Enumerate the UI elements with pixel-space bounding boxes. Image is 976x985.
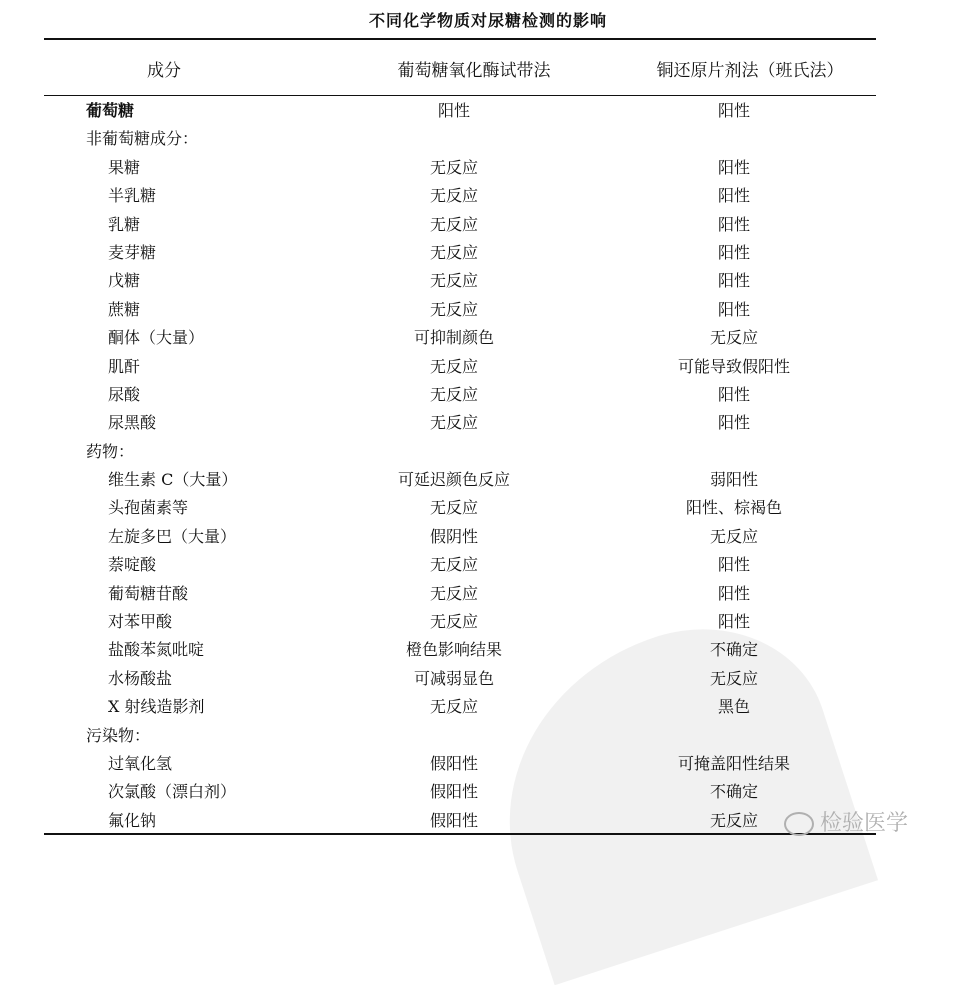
table-row [44,239,876,267]
table-body [44,97,876,835]
table-row [44,182,876,210]
cell-glucose-oxidase: 可抑制颜色 [413,328,494,348]
cell-component: 萘啶酸 [108,555,157,575]
cell-copper-reduction: 弱阳性 [709,470,758,490]
cell-component: 水杨酸盐 [108,668,173,688]
cell-copper-reduction: 无反应 [709,668,758,688]
cell-component: 药物： [86,441,135,461]
cell-component: 氟化钠 [108,810,157,830]
cell-component: X 射线造影剂 [108,697,205,717]
cell-glucose-oxidase: 无反应 [429,697,478,717]
watermark [784,806,908,837]
cell-component: 尿黑酸 [108,413,157,433]
cell-glucose-oxidase: 假阳性 [429,782,478,802]
table-row [44,97,876,125]
cell-component: 次氯酸（漂白剂） [108,782,237,802]
cell-copper-reduction: 无反应 [709,810,758,830]
cell-glucose-oxidase: 无反应 [429,555,478,575]
cell-copper-reduction: 阳性 [717,242,750,262]
cell-component: 戊糖 [108,271,141,291]
cell-component: 葡萄糖苷酸 [108,583,189,603]
cell-copper-reduction: 可能导致假阳性 [677,356,790,376]
section-row [44,438,876,466]
cell-glucose-oxidase: 无反应 [429,356,478,376]
table-row [44,267,876,295]
cell-copper-reduction: 阳性、棕褐色 [685,498,782,518]
cell-copper-reduction: 可掩盖阳性结果 [677,753,790,773]
table-row [44,665,876,693]
cell-glucose-oxidase: 无反应 [429,214,478,234]
cell-glucose-oxidase: 无反应 [429,413,478,433]
cell-copper-reduction: 阳性 [717,413,750,433]
cell-glucose-oxidase: 无反应 [429,612,478,632]
cell-glucose-oxidase: 无反应 [429,384,478,404]
cell-glucose-oxidase: 阳性 [437,101,470,120]
cell-copper-reduction: 阳性 [717,157,750,177]
cell-glucose-oxidase: 可减弱显色 [413,668,494,688]
cell-glucose-oxidase: 无反应 [429,186,478,206]
table-row [44,693,876,721]
cell-copper-reduction: 阳性 [717,299,750,319]
wechat-icon [784,812,814,836]
cell-component: 麦芽糖 [108,242,157,262]
watermark-text: 检验医学 [820,811,909,836]
cell-glucose-oxidase: 假阴性 [429,526,478,546]
table-row [44,353,876,381]
cell-copper-reduction: 无反应 [709,526,758,546]
cell-component: 头孢菌素等 [108,498,189,518]
table-row [44,381,876,409]
table-row [44,211,876,239]
cell-glucose-oxidase: 无反应 [429,242,478,262]
cell-glucose-oxidase: 无反应 [429,271,478,291]
cell-component: 维生素 C（大量） [108,470,238,490]
header-component: 成分 [147,61,181,81]
header-rule [44,95,876,96]
table-row [44,494,876,522]
cell-component: 果糖 [108,157,141,177]
cell-copper-reduction: 不确定 [709,640,758,660]
table-row [44,324,876,352]
cell-glucose-oxidase: 无反应 [429,157,478,177]
table-row [44,296,876,324]
cell-copper-reduction: 无反应 [709,328,758,348]
table-row [44,807,876,835]
cell-copper-reduction: 阳性 [717,214,750,234]
cell-component: 过氧化氢 [108,753,173,773]
cell-copper-reduction: 阳性 [717,555,750,575]
table-row [44,523,876,551]
cell-copper-reduction: 阳性 [717,186,750,206]
cell-glucose-oxidase: 无反应 [429,498,478,518]
cell-glucose-oxidase: 无反应 [429,583,478,603]
cell-component: 对苯甲酸 [108,612,173,632]
cell-copper-reduction: 不确定 [709,782,758,802]
cell-glucose-oxidase: 无反应 [429,299,478,319]
cell-glucose-oxidase: 可延迟颜色反应 [397,470,510,490]
top-rule [44,38,876,40]
cell-component: 乳糖 [108,214,141,234]
cell-copper-reduction: 阳性 [717,271,750,291]
cell-glucose-oxidase: 橙色影响结果 [405,640,502,660]
cell-component: 污染物： [86,725,151,745]
cell-copper-reduction: 阳性 [717,612,750,632]
table-row [44,466,876,494]
cell-glucose-oxidase: 假阳性 [429,810,478,830]
cell-component: 蔗糖 [108,299,141,319]
cell-copper-reduction: 阳性 [717,101,750,120]
cell-component: 盐酸苯氮吡啶 [108,640,205,660]
header-glucose-oxidase: 葡萄糖氧化酶试带法 [397,61,551,81]
section-row [44,125,876,153]
table-header [44,56,876,80]
table-row [44,580,876,608]
cell-component: 酮体（大量） [108,328,205,348]
table-row [44,551,876,579]
cell-component: 肌酐 [108,356,141,376]
cell-component: 非葡萄糖成分： [86,129,199,149]
table-row [44,636,876,664]
bottom-rule [44,833,876,835]
section-row [44,722,876,750]
cell-copper-reduction: 阳性 [717,583,750,603]
cell-component: 尿酸 [108,384,141,404]
cell-component: 半乳糖 [108,186,157,206]
cell-component: 葡萄糖 [86,101,135,120]
table-row [44,154,876,182]
cell-copper-reduction: 黑色 [717,697,750,717]
cell-glucose-oxidase: 假阳性 [429,753,478,773]
table-row [44,750,876,778]
table-row [44,409,876,437]
table-row [44,778,876,806]
cell-copper-reduction: 阳性 [717,384,750,404]
table-row [44,608,876,636]
cell-component: 左旋多巴（大量） [108,526,237,546]
table-title: 不同化学物质对尿糖检测的影响 [368,11,607,30]
header-copper-reduction: 铜还原片剂法（班氏法） [656,61,844,81]
